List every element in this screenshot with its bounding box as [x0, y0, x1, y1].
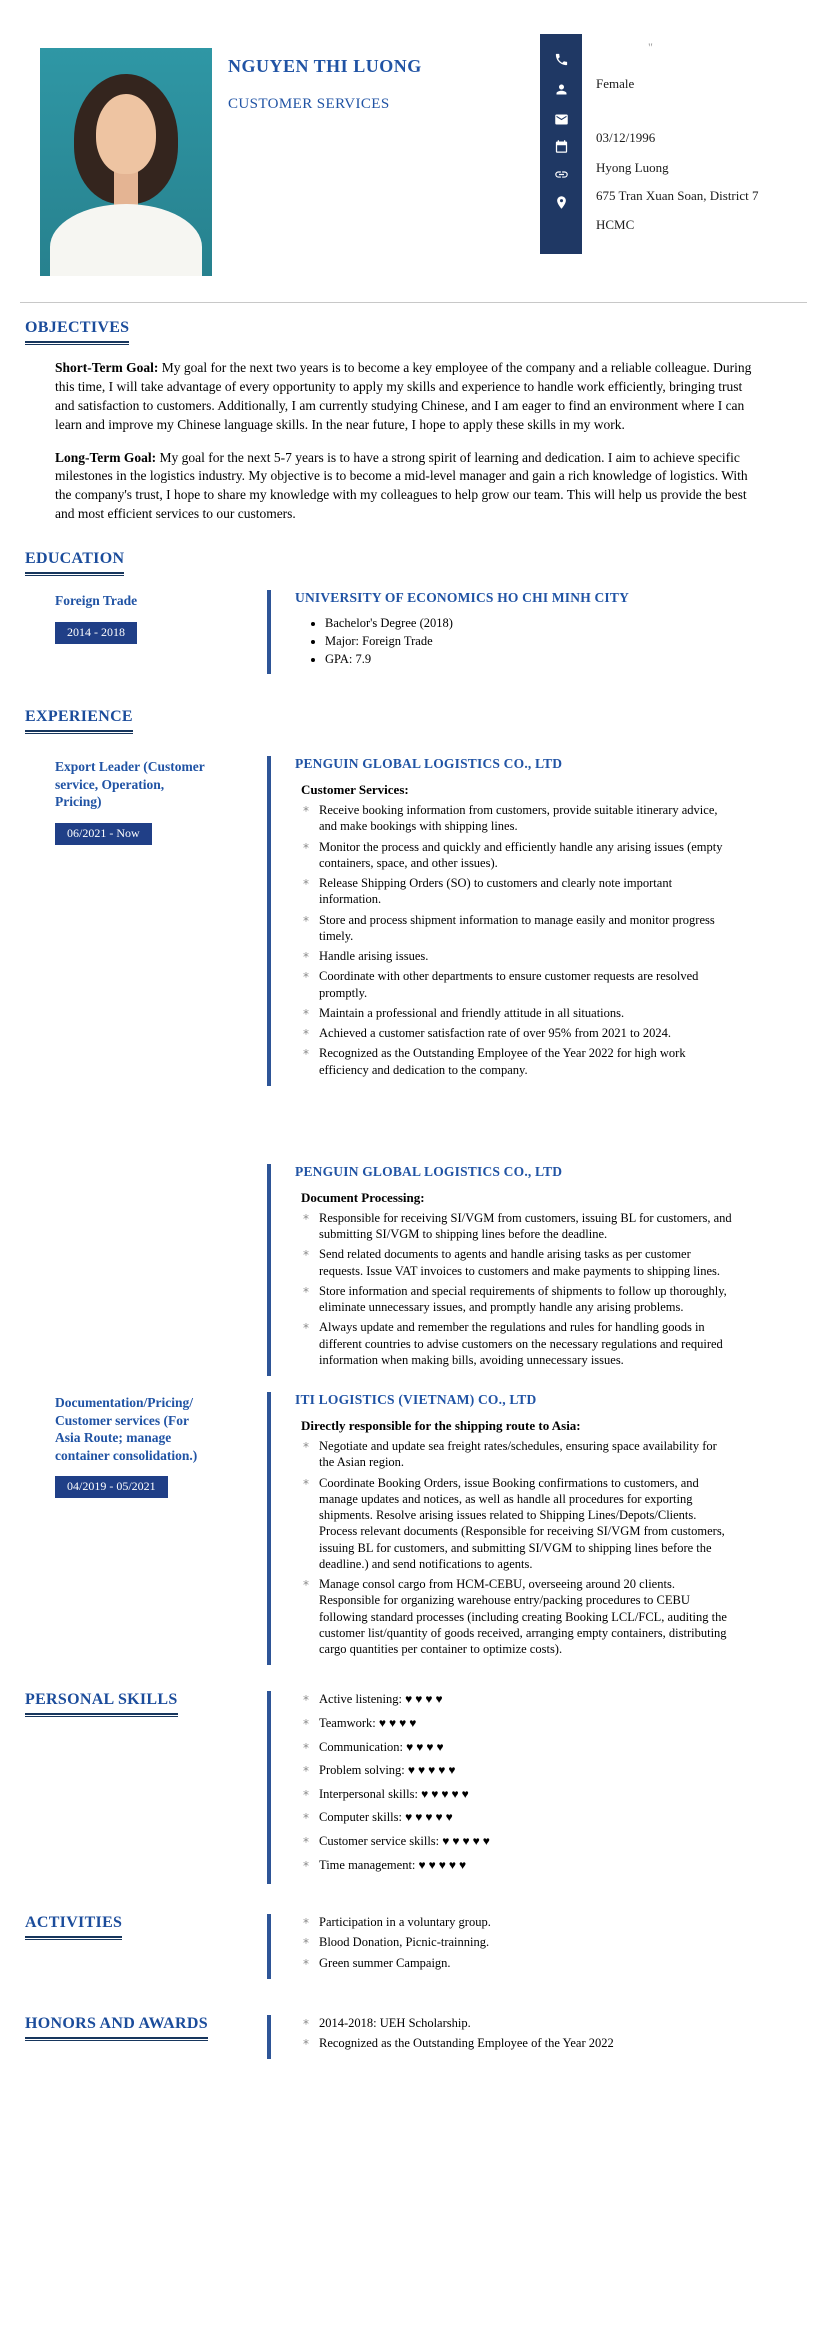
candidate-name: NGUYEN THI LUONG — [228, 56, 422, 76]
section-title: ACTIVITIES — [25, 1914, 123, 1932]
skill-label: Time management: — [319, 1857, 416, 1872]
experience-entry — [55, 1392, 827, 1665]
skill-rating-hearts: ♥♥♥♥♥ — [418, 1857, 470, 1872]
heading-underline — [25, 1936, 122, 1940]
heading-underline — [25, 1713, 178, 1717]
calendar-icon — [540, 139, 582, 154]
experience-left-column — [55, 1164, 267, 1376]
heading-underline — [25, 730, 133, 734]
company-name: PENGUIN GLOBAL LOGISTICS CO., LTD — [295, 756, 563, 772]
job-role: Export Leader (Customer service, Operation, Pricing) — [55, 759, 205, 810]
paragraph-lead: Short-Term Goal: — [55, 360, 159, 375]
experience-bullet: * Receive booking information from customers, provide suitable itinerary advice, and make bookings with shipping lines. — [319, 802, 735, 835]
experience-bullet: * Maintain a professional and friendly attitude in all situations. — [319, 1005, 735, 1021]
education-period-badge: 2014 - 2018 — [55, 622, 137, 644]
experience-bullet: * Coordinate Booking Orders, issue Booking confirmations to customers, and manage updates and notices, as well as handle all procedures for exporting shipments. Resolve arising issues related to Shipping Lines/Depots/Clients. Process relevant documents (Responsible for receiving SI/VGM from customers, issuing BL for customers, and submitting SI/VGM to shipping lines before the deadline.) and send notifications to agents. — [319, 1475, 735, 1573]
contact-gender: Female — [596, 76, 635, 91]
section-experience — [25, 708, 827, 1665]
skills-heading — [25, 1691, 178, 1717]
experience-bullet: * Store and process shipment information to manage easily and monitor progress timely. — [319, 912, 735, 945]
objective-paragraph — [55, 449, 761, 525]
experience-bullet-list — [295, 1438, 735, 1657]
experience-bullet: * Achieved a customer satisfaction rate of over 95% from 2021 to 2024. — [319, 1025, 735, 1041]
experience-bullet: * Send related documents to agents and handle arising tasks as per customer requests. Issue VAT invoices to customers and make payments to shipping lines. — [319, 1246, 735, 1279]
activities-right-column — [267, 1914, 735, 1979]
section-honors-awards — [25, 2015, 827, 2060]
skill-item — [319, 1809, 735, 1826]
education-bullet: • Major: Foreign Trade — [325, 634, 735, 649]
heading-underline — [25, 572, 124, 576]
candidate-job-title: CUSTOMER SERVICES — [228, 96, 390, 112]
company-name: ITI LOGISTICS (VIETNAM) CO., LTD — [295, 1392, 537, 1408]
experience-subheading: Document Processing: — [301, 1189, 425, 1205]
section-title: OBJECTIVES — [25, 319, 130, 336]
contact-birthdate: 03/12/1996 — [596, 130, 656, 145]
paragraph-lead: Long-Term Goal: — [55, 449, 157, 465]
phone-icon — [540, 52, 582, 67]
heading-underline — [25, 341, 129, 345]
honor-item: * 2014-2018: UEH Scholarship. — [319, 2015, 619, 2031]
experience-left-column — [55, 1392, 267, 1665]
contact-address: 675 Tran Xuan Soan, District 7 — [596, 188, 759, 203]
skill-label: Teamwork: — [319, 1715, 376, 1730]
photo-shirt — [50, 204, 202, 276]
experience-bullet: * Store information and special requirements of shipments to follow up thoroughly, eliminate unnecessary issues, and promptly handle any arising problems. — [319, 1283, 735, 1316]
activity-item: * Participation in a voluntary group. — [319, 1914, 735, 1930]
skill-rating-hearts: ♥♥♥♥♥ — [421, 1786, 472, 1801]
experience-entry — [55, 1164, 827, 1376]
skill-rating-hearts: ♥♥♥♥♥ — [405, 1810, 456, 1825]
activities-heading — [25, 1914, 122, 1940]
skill-item — [319, 1857, 735, 1874]
job-period-badge: 04/2019 - 05/2021 — [55, 1476, 168, 1498]
job-period-badge: 06/2021 - Now — [55, 823, 152, 845]
skill-item — [319, 1786, 735, 1803]
school-name: UNIVERSITY OF ECONOMICS HO CHI MINH CITY — [295, 590, 630, 606]
photo-face — [96, 94, 156, 174]
paragraph-text: My goal for the next 5-7 years is to have a strong spirit of learning and dedication. I aim to achieve specific milestones in the logistics industry. My objective is to become a mid-level manager and gain a rich knowledge of logistics. With the company's trust, I hope to share my knowledge with my colleagues to help grow our team. This will help us provide the best and most efficient services to our customers. — [55, 449, 748, 522]
heading-underline — [25, 2037, 208, 2041]
honors-list — [295, 2015, 735, 2052]
skill-rating-hearts: ♥♥♥♥♥ — [442, 1833, 493, 1848]
honor-item: * Recognized as the Outstanding Employee of the Year 2022 — [319, 2035, 619, 2051]
section-education — [25, 550, 827, 674]
skills-right-column — [267, 1691, 735, 1884]
activities-left-column — [25, 1914, 267, 1979]
honors-heading — [25, 2015, 208, 2041]
objectives-heading — [25, 319, 129, 345]
contact-link-name: Hyong Luong — [596, 160, 669, 175]
activity-item: * Blood Donation, Picnic-trainning. — [319, 1934, 735, 1950]
skill-item — [319, 1833, 735, 1850]
envelope-icon — [540, 112, 582, 127]
experience-right-column — [267, 1164, 735, 1376]
paragraph-text: My goal for the next two years is to become a key employee of the company and a reliable colleague. During this time, I will take advantage of every opportunity to apply my skills and experience to handle work efficiently, bringing trust and satisfaction to customers. Additionally, I am currently studying Chinese, and I am eager to find an environment where I can learn and improve my Chinese language skills. In the near future, I hope to apply these skills in my work. — [55, 360, 752, 432]
skill-label: Problem solving: — [319, 1763, 405, 1778]
education-bullet: • Bachelor's Degree (2018) — [325, 616, 735, 631]
education-heading — [25, 550, 124, 576]
skill-label: Customer service skills: — [319, 1833, 440, 1848]
skill-label: Communication: — [319, 1739, 404, 1754]
honors-left-column — [25, 2015, 267, 2060]
skill-rating-hearts: ♥♥♥♥ — [406, 1739, 447, 1754]
section-objectives — [25, 319, 827, 524]
resume-header — [0, 0, 827, 302]
education-entry — [55, 590, 827, 674]
skill-item — [319, 1715, 735, 1732]
experience-bullet: * Always update and remember the regulations and rules for handling goods in different countries to advise customers on the necessary regulations and required information when making bills, avoiding unnecessary issues. — [319, 1319, 735, 1368]
person-icon — [540, 82, 582, 97]
location-pin-icon — [540, 195, 582, 210]
section-personal-skills — [25, 1691, 827, 1884]
stray-quote-mark: " — [648, 40, 653, 54]
experience-bullet: * Coordinate with other departments to ensure customer requests are resolved promptly. — [319, 968, 735, 1001]
profile-photo — [40, 48, 212, 276]
header-divider — [20, 302, 807, 303]
experience-subheading: Customer Services: — [301, 782, 409, 798]
experience-bullet: * Monitor the process and quickly and efficiently handle any arising issues (empty containers, space, and other issues). — [319, 839, 735, 872]
experience-bullet: * Manage consol cargo from HCM-CEBU, overseeing around 20 clients. Responsible for organizing warehouse entry/packing procedures to CEBU following standard processes (including creating Booking LCL/FCL, auditing the customer list/quantity of goods received, arranging empty containers, distributing cargo quantities per container to optimize costs). — [319, 1576, 735, 1657]
experience-bullet: * Handle arising issues. — [319, 948, 735, 964]
section-title: EDUCATION — [25, 550, 125, 568]
experience-heading — [25, 708, 133, 734]
skill-label: Interpersonal skills: — [319, 1786, 418, 1801]
job-role: Documentation/Pricing/ Customer services (For Asia Route; manage container consolidation.) — [55, 1395, 198, 1463]
company-name: PENGUIN GLOBAL LOGISTICS CO., LTD — [295, 1163, 563, 1179]
skills-row — [25, 1691, 827, 1884]
activity-item: * Green summer Campaign. — [319, 1955, 735, 1971]
experience-entry — [55, 756, 827, 1086]
experience-right-column — [267, 1392, 735, 1665]
education-left-column — [55, 590, 267, 674]
section-title: EXPERIENCE — [25, 708, 133, 726]
skill-label: Computer skills: — [319, 1810, 402, 1825]
experience-bullet: * Release Shipping Orders (SO) to customers and clearly note important information. — [319, 875, 735, 908]
skill-item — [319, 1691, 735, 1708]
experience-bullet-list — [295, 1210, 735, 1368]
skill-item — [319, 1762, 735, 1779]
activities-row — [25, 1914, 827, 1979]
skill-rating-hearts: ♥♥♥♥ — [378, 1715, 420, 1730]
contact-city: HCMC — [596, 217, 635, 232]
honors-row — [25, 2015, 827, 2060]
skills-list — [295, 1691, 735, 1873]
honors-right-column — [267, 2015, 735, 2060]
section-activities — [25, 1914, 827, 1979]
contact-icon-bar — [540, 34, 582, 254]
skill-item — [319, 1739, 735, 1756]
experience-left-column — [55, 756, 267, 1086]
objective-paragraph — [55, 359, 761, 435]
skill-label: Active listening: — [319, 1692, 402, 1707]
experience-right-column — [267, 756, 735, 1086]
activities-list — [295, 1914, 735, 1971]
experience-subheading: Directly responsible for the shipping route to Asia: — [301, 1418, 581, 1434]
section-title: HONORS AND AWARDS — [25, 2014, 208, 2032]
education-bullet-list — [295, 616, 735, 667]
section-title: PERSONAL SKILLS — [25, 1691, 178, 1709]
education-right-column — [267, 590, 735, 674]
skills-left-column — [25, 1691, 267, 1884]
link-icon — [540, 167, 582, 182]
skill-rating-hearts: ♥♥♥♥♥ — [407, 1763, 459, 1778]
skill-rating-hearts: ♥♥♥♥ — [405, 1692, 446, 1707]
experience-bullet-list — [295, 802, 735, 1078]
education-bullet: • GPA: 7.9 — [325, 652, 735, 667]
experience-bullet: * Recognized as the Outstanding Employee of the Year 2022 for high work efficiency and dedication to the company. — [319, 1045, 735, 1078]
experience-bullet: * Responsible for receiving SI/VGM from customers, issuing BL for customers, and submitting SI/VGM to shipping lines before the deadline. — [319, 1210, 735, 1243]
experience-bullet: * Negotiate and update sea freight rates/schedules, ensuring space availability for the Asian region. — [319, 1438, 735, 1471]
education-major: Foreign Trade — [55, 593, 138, 609]
